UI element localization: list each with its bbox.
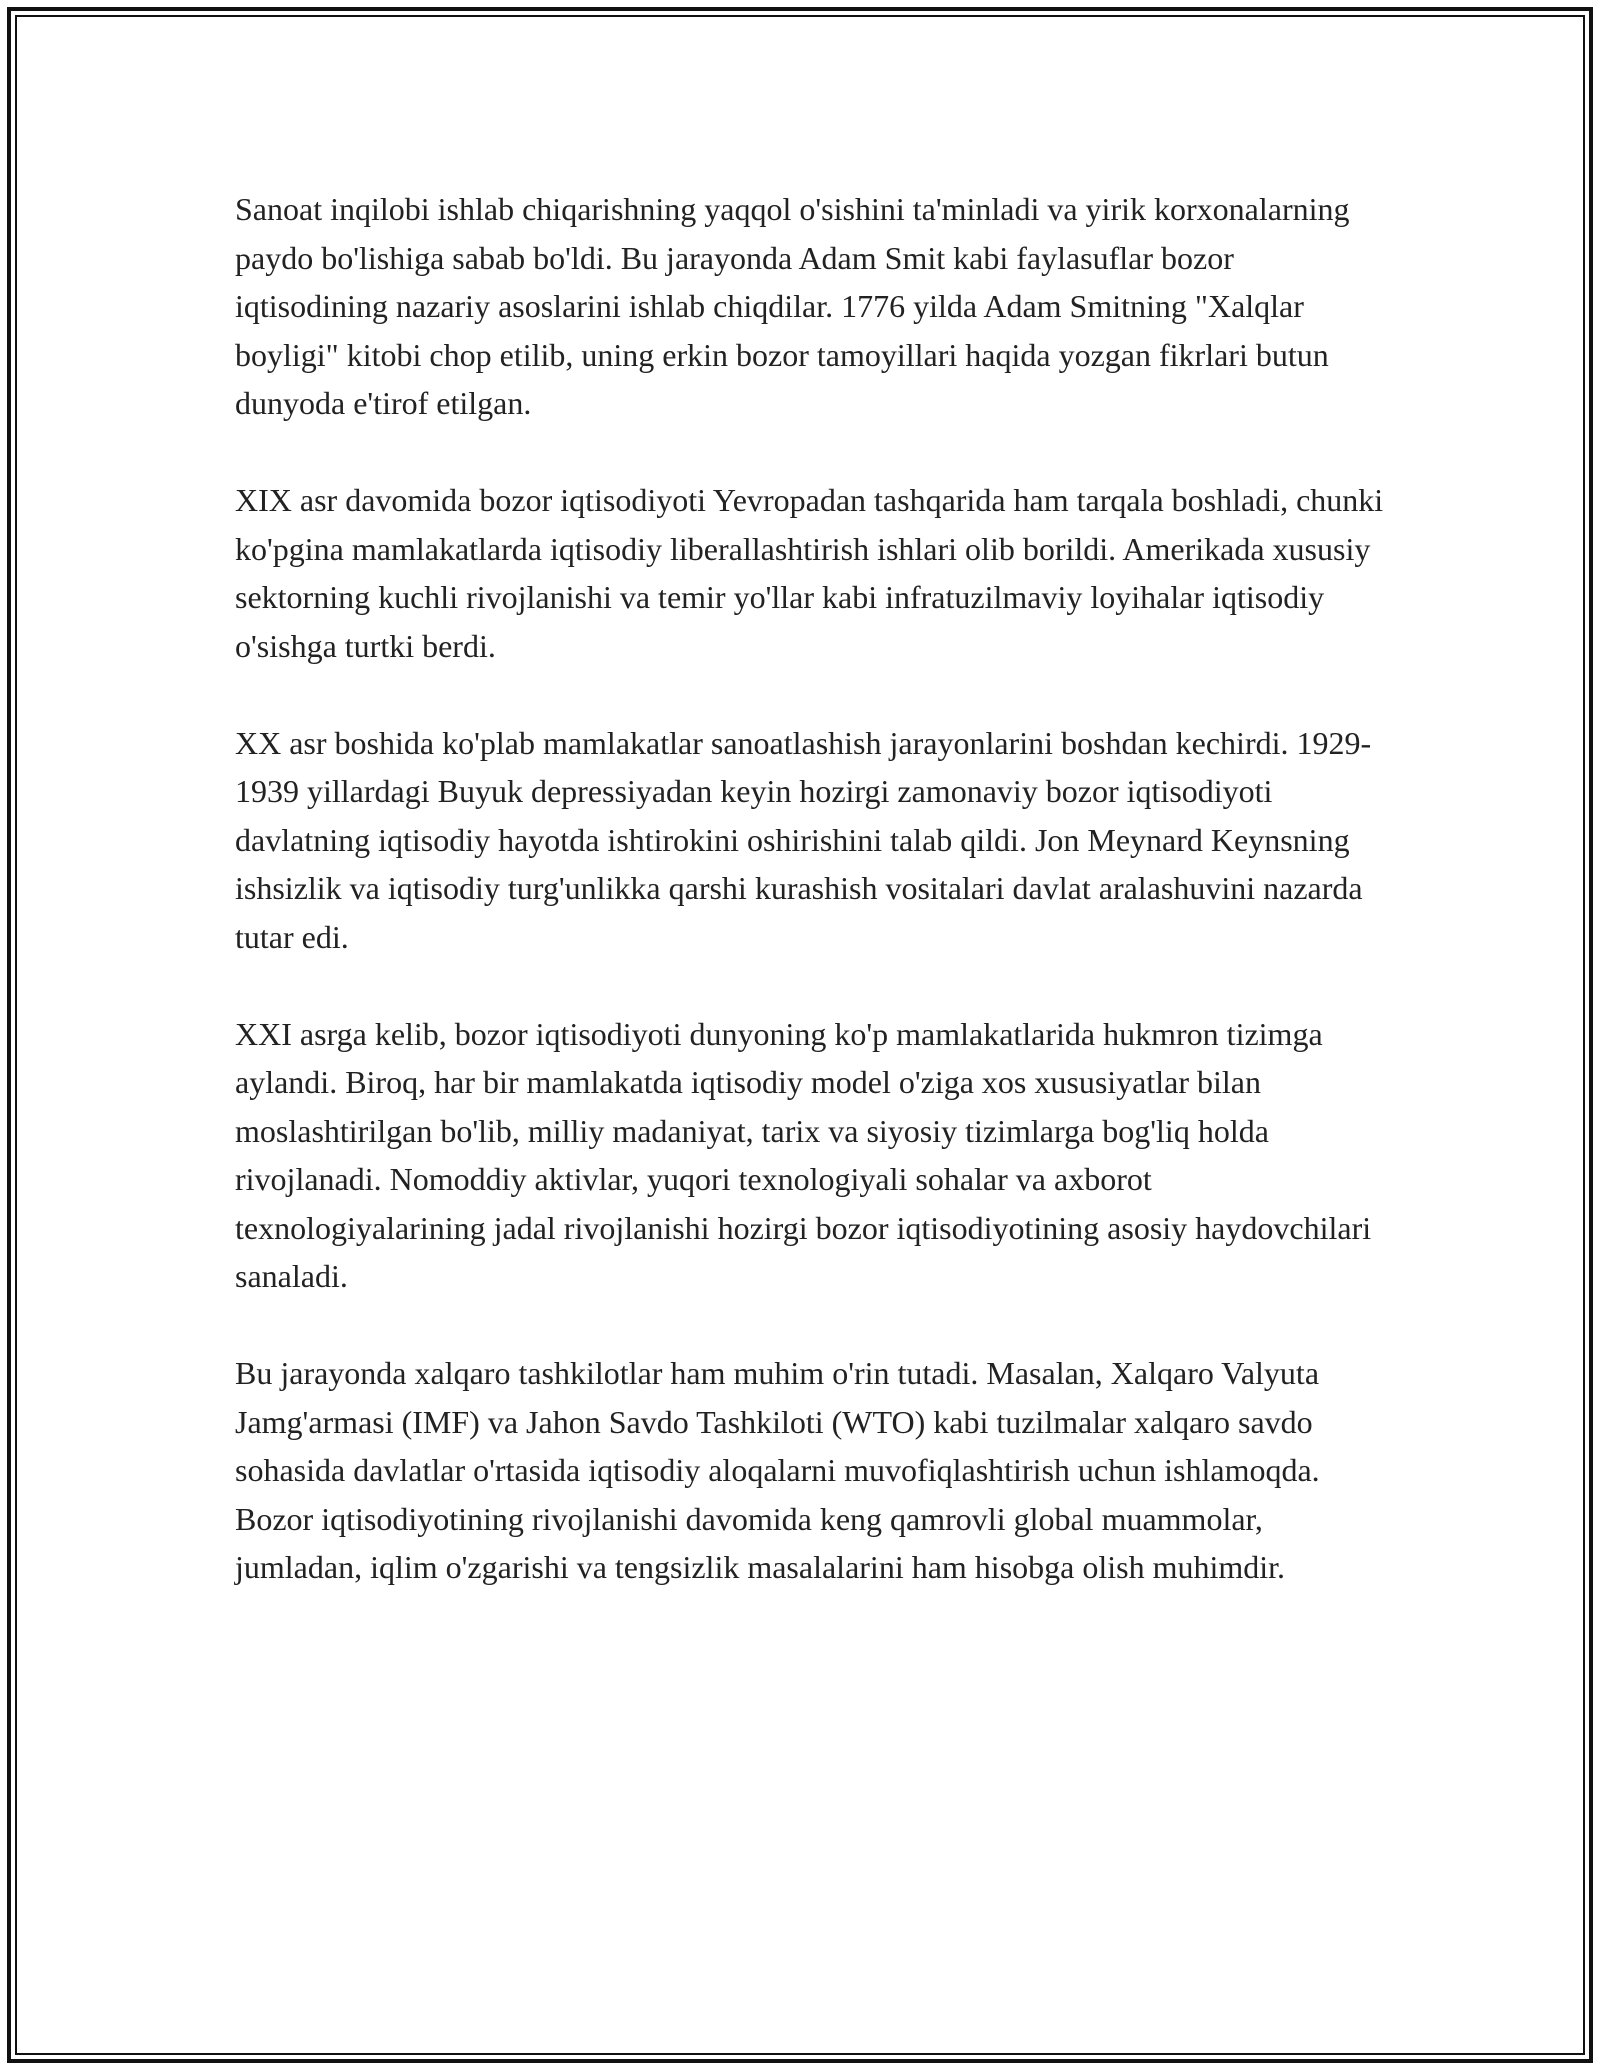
paragraph-19th-century: XIX asr davomida bozor iqtisodiyoti Yevropadan tashqarida ham tarqala boshladi, chunki ko'pgina mamlakatlarda iqtisodiy liberallashtirish ishlari olib borildi. Amerikada xususiy sektorning kuchli rivojlanishi va temir yo'llar kabi infratuzilmaviy loyihalar iqtisodiy o'sishga turtki berdi. bbox=[235, 482, 1384, 664]
paragraph-industrial-revolution: Sanoat inqilobi ishlab chiqarishning yaqqol o'sishini ta'minladi va yirik korxonalarning paydo bo'lishiga sabab bo'ldi. Bu jarayonda Adam Smit kabi faylasuflar bozor iqtisodining nazariy asoslarini ishlab chiqdilar. 1776 yilda Adam Smitning "Xalqlar boyligi" kitobi chop etilib, uning erkin bozor tamoyillari haqida yozgan fikrlari butun dunyoda e'tirof etilgan. bbox=[235, 191, 1350, 421]
paragraph-20th-century: XX asr boshida ko'plab mamlakatlar sanoatlashish jarayonlarini boshdan kechirdi. 1929-1939 yillardagi Buyuk depressiyadan keyin hozirgi zamonaviy bozor iqtisodiyoti davlatning iqtisodiy hayotda ishtirokini oshirishini talab qildi. Jon Meynard Keynsning ishsizlik va iqtisodiy turg'unlikka qarshi kurashish vositalari davlat aralashuvini nazarda tutar edi. bbox=[235, 724, 1372, 955]
document-body bbox=[235, 185, 1385, 1640]
paragraph-21st-century: XXI asrga kelib, bozor iqtisodiyoti dunyoning ko'p mamlakatlarida hukmron tizimga aylandi. Biroq, har bir mamlakatda iqtisodiy model o'ziga xos xususiyatlar bilan moslashtirilgan bo'lib, milliy madaniyat, tarix va siyosiy tizimlarga bog'liq holda rivojlanadi. Nomoddiy aktivlar, yuqori texnologiyali sohalar va axborot texnologiyalarining jadal rivojlanishi hozirgi bozor iqtisodiyotining asosiy haydovchilari sanaladi. bbox=[235, 1015, 1372, 1294]
paragraph-international-organizations: Bu jarayonda xalqaro tashkilotlar ham muhim o'rin tutadi. Masalan, Xalqaro Valyuta Jamg'armasi (IMF) va Jahon Savdo Tashkiloti (WTO) kabi tuzilmalar xalqaro savdo sohasida davlatlar o'rtasida iqtisodiy aloqalarni muvofiqlashtirish uchun ishlamoqda. Bozor iqtisodiyotining rivojlanishi davomida keng qamrovli global muammolar, jumladan, iqlim o'zgarishi va tengsizlik masalalarini ham hisobga olish muhimdir. bbox=[235, 1355, 1320, 1585]
